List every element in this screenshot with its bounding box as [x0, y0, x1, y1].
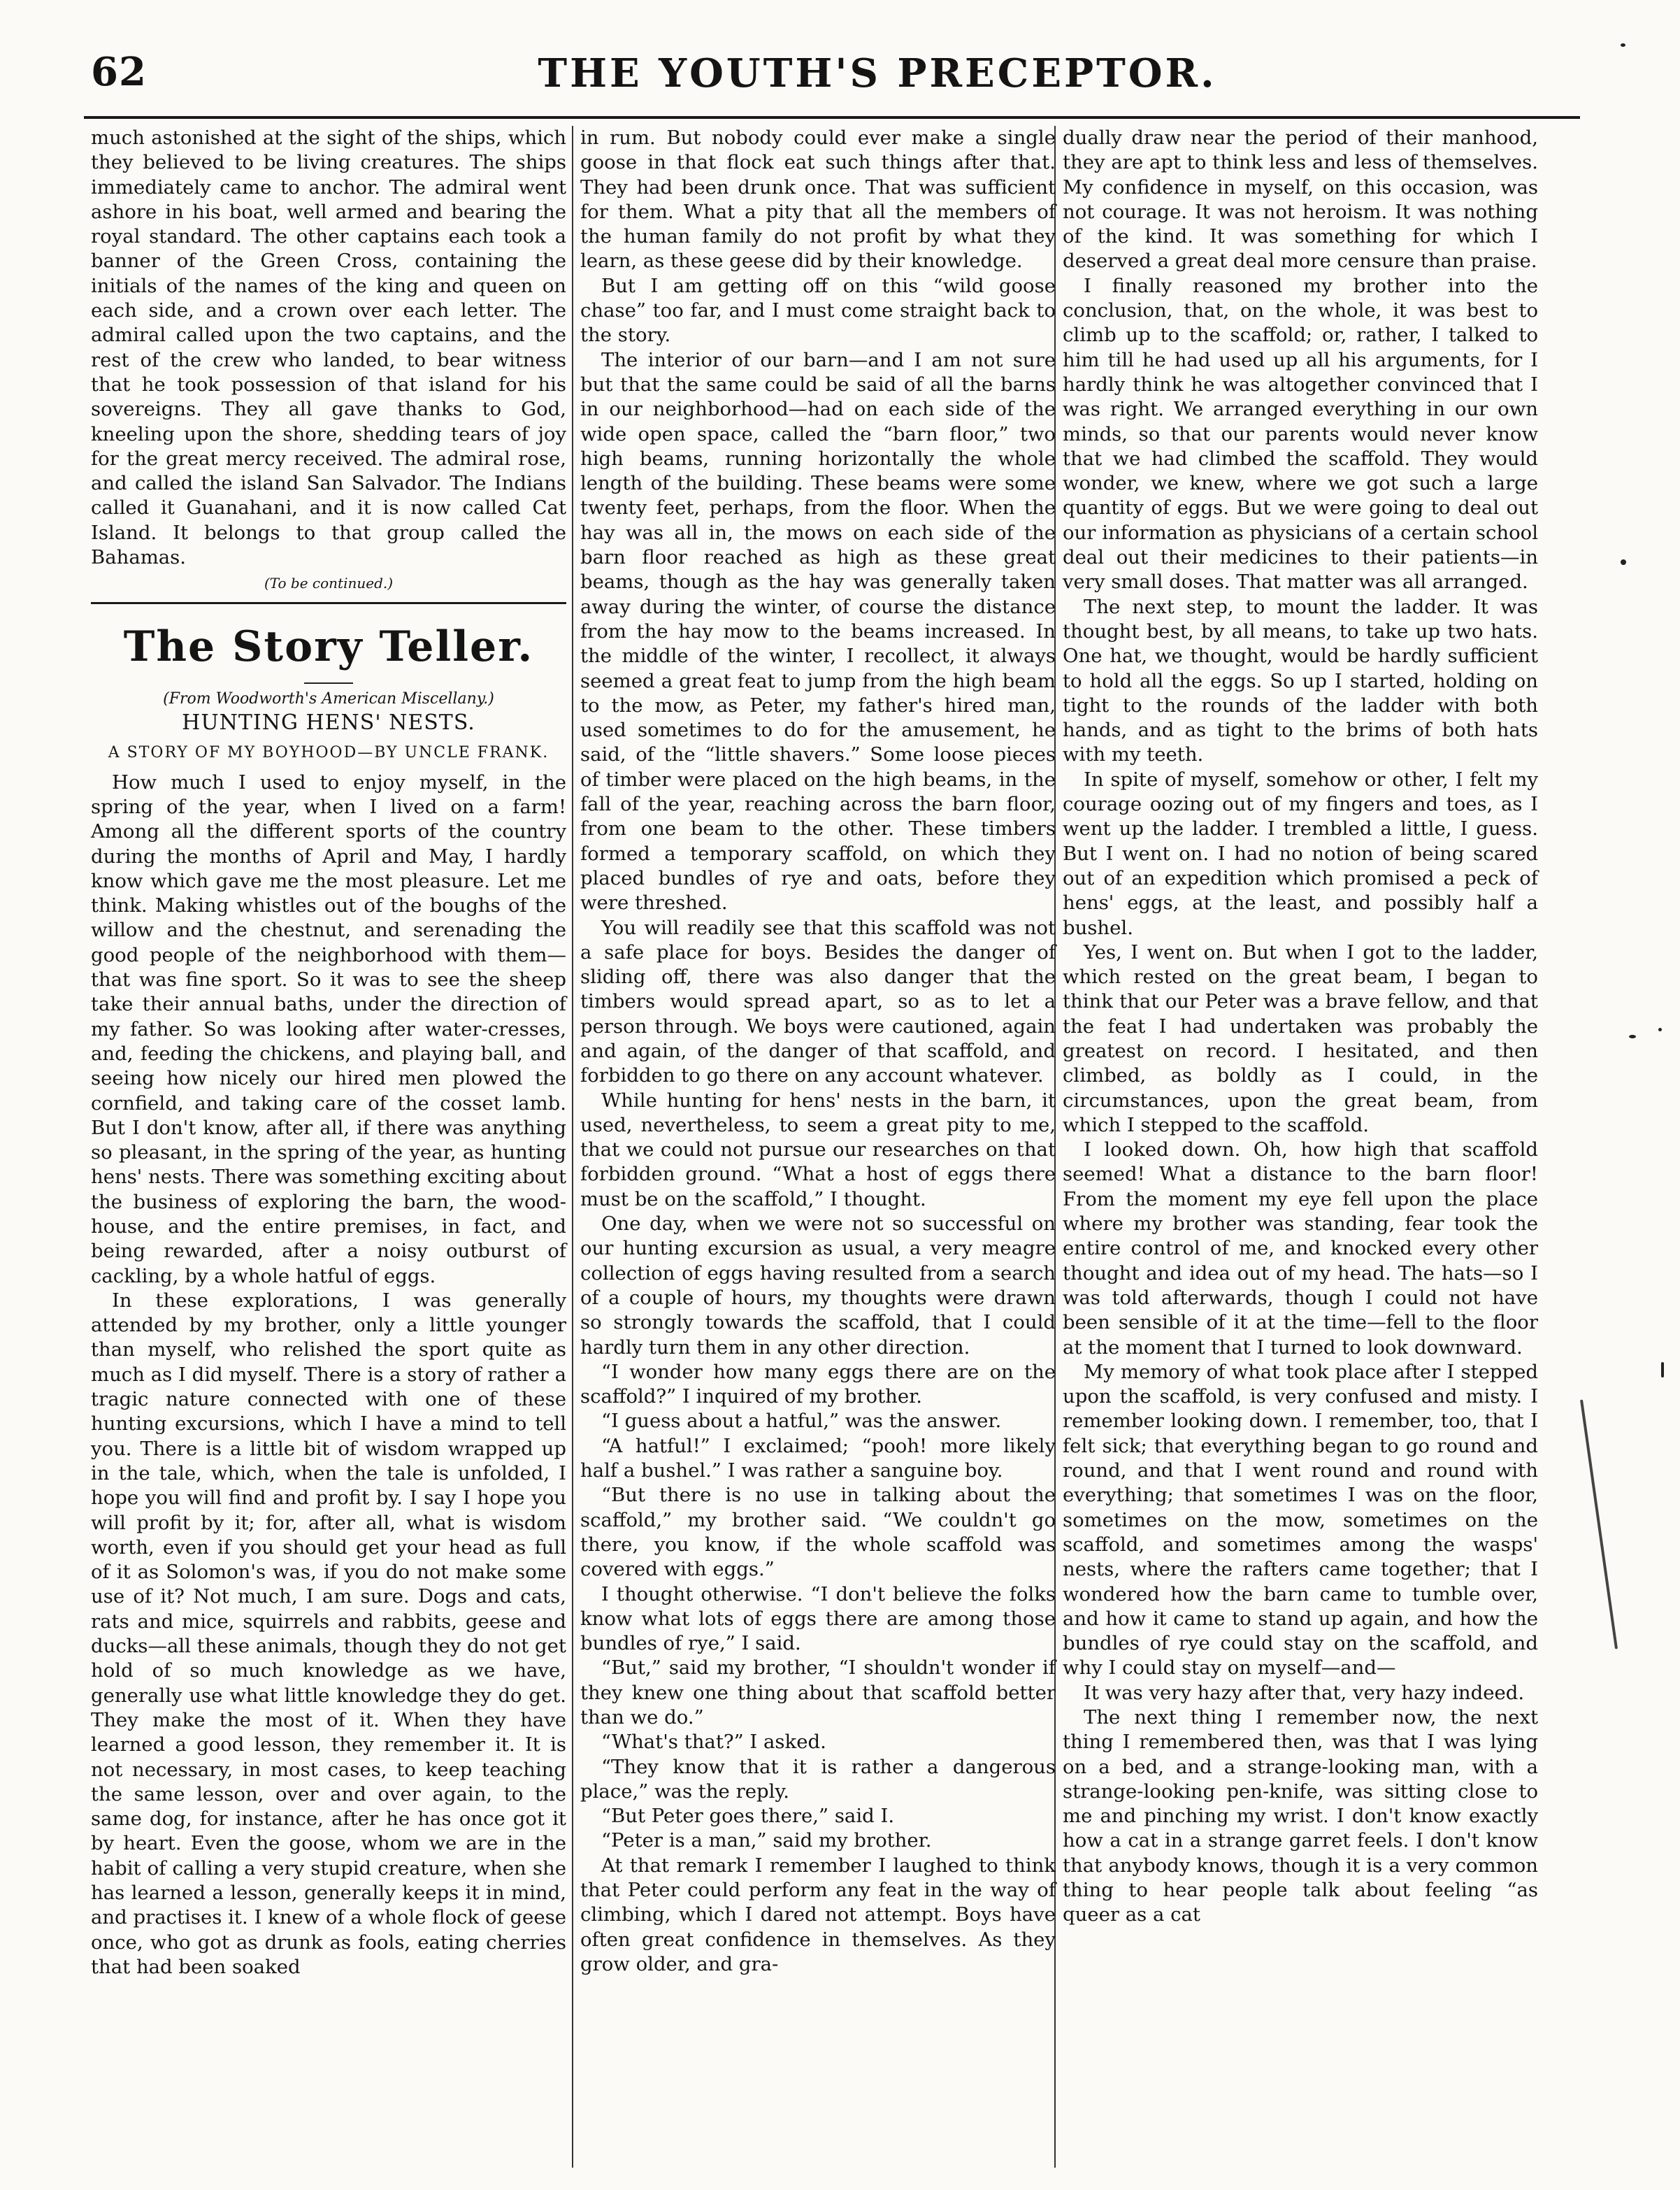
paragraph: dually draw near the period of their manhood, they are apt to think less and less of themselves. My confidence in myself, on this occasion, was not courage. It was not heroism. It was nothing of the kind. It was something for which I deserved a great deal more censure than praise.	[1063, 127, 1538, 273]
story-title: HUNTING HENS' NESTS.	[182, 710, 475, 735]
paragraph: But I am getting off on this “wild goose chase” too far, and I must come straight back to the story.	[580, 274, 1056, 347]
scan-speck	[1621, 559, 1626, 565]
paragraph: How much I used to enjoy myself, in the spring of the year, when I lived on a farm! Among all the different sports of the country during the months of April and May, I hardly know which gave me the most pleasure. Let me think. Making whistles out of the boughs of the willow and the chestnut, and serenading the good people of the neighborhood with them—that was fine sport. So it was to see the sheep take their annual baths, under the direction of my father. So was looking after water-cresses, and, feeding the chickens, and playing ball, and seeing how nicely our hired men plowed the cornfield, and taking care of the cosset lamb. But I don't know, after all, if there was anything so pleasant, in the spring of the year, as hunting hens' nests. There was something exciting about the business of exploring the barn, the wood-house, and the entire premises, in fact, and being rewarded, after a noisy outburst of cackling, by a whole hatful of eggs.	[91, 771, 566, 1287]
paragraph: The interior of our barn—and I am not sure but that the same could be said of all the barns in our neighborhood—had on each side of the wide open space, called the “barn floor,” two high beams, running horizontally the whole length of the building. These beams were some twenty feet, perhaps, from the floor. When the hay was all in, the mows on each side of the barn floor reached as high as these great beams, though as the hay was generally taken away during the winter, of course the distance from the hay mow to the beams increased. In the middle of the winter, I recollect, it always seemed a great feat to jump from the high beam to the mow, as Peter, my father's hired man, used sometimes to do for the amusement, he said, of the “little shavers.” Some loose pieces of timber were placed on the high beams, in the fall of the year, reaching across the barn floor, from one beam to the other. These timbers formed a temporary scaffold, on which they placed bundles of rye and oats, before they were threshed.	[580, 348, 1056, 915]
paragraph: The next step, to mount the ladder. It was thought best, by all means, to take up two hats. One hat, we thought, would be hardly sufficient to hold all the eggs. So up I started, holding on tight to the rounds of the ladder with both hands, and as tight to the brims of both hats with my teeth.	[1063, 595, 1538, 766]
running-title: THE YOUTH'S PRECEPTOR.	[538, 50, 1217, 96]
paragraph: “But there is no use in talking about the scaffold,” my brother said. “We couldn't go there, you know, if the whole scaffold was covered with eggs.”	[580, 1484, 1056, 1581]
story-subtitle: A STORY OF MY BOYHOOD—BY UNCLE FRANK.	[108, 743, 550, 761]
column-2	[580, 126, 1056, 1977]
column-divider	[572, 126, 573, 2168]
paragraph: It was very hazy after that, very hazy indeed.	[1084, 1681, 1525, 1704]
paragraph: “A hatful!” I exclaimed; “pooh! more likely half a bushel.” I was rather a sanguine boy.	[580, 1434, 1056, 1482]
scan-speck	[1629, 1035, 1636, 1038]
source-attribution: (From Woodworth's American Miscellany.)	[163, 689, 494, 708]
section-heading: The Story Teller.	[123, 622, 534, 671]
paragraph: I looked down. Oh, how high that scaffold seemed! What a distance to the barn floor! From the moment my eye fell upon the place where my brother was standing, fear took the entire control of me, and knocked every other thought and idea out of my head. The hats—so I was told afterwards, though I could not have been sensible of it at the time—fell to the floor at the moment that I turned to look downward.	[1063, 1138, 1538, 1359]
paragraph: “I guess about a hatful,” was the answer.	[601, 1410, 1002, 1433]
paragraph: “But Peter goes there,” said I.	[601, 1805, 895, 1828]
ornamental-rule	[304, 682, 353, 684]
paragraph: In these explorations, I was generally attended by my brother, only a little younger than myself, who relished the sport quite as much as I did myself. There is a story of rather a tragic nature connected with one of these hunting excursions, which I have a mind to tell you. There is a little bit of wisdom wrapped up in the tale, which, when the tale is unfolded, I hope you will find and profit by. I say I hope you will profit by it; for, after all, what is wisdom worth, even if you should get your head as full of it as Solomon's was, if you do not make some use of it? Not much, I am sure. Dogs and cats, rats and mice, squirrels and rabbits, geese and ducks—all these animals, though they do not get hold of so much knowledge as we have, generally use what little knowledge they do get. They make the most of it. When they have learned a good lesson, they remember it. It is not necessary, in most cases, to keep teaching the same lesson, over and over again, to the same dog, for instance, after he has once got it by heart. Even the goose, whom we are in the habit of calling a very stupid creature, when she has learned a lesson, generally keeps it in mind, and practises it. I knew of a whole flock of geese once, who got as drunk as fools, eating cherries that had been soaked	[91, 1289, 566, 1978]
page-header	[84, 43, 1580, 106]
paragraph: “They know that it is rather a dangerous place,” was the reply.	[580, 1755, 1056, 1803]
paragraph: At that remark I remember I laughed to think that Peter could perform any feat in the way of climbing, which I dared not attempt. Boys have often great confidence in themselves. As they grow older, and gra-	[580, 1854, 1056, 1975]
to-be-continued-note: (To be continued.)	[264, 575, 394, 592]
scan-speck	[1658, 1028, 1662, 1031]
paragraph: In spite of myself, somehow or other, I felt my courage oozing out of my fingers and toes, as I went up the ladder. I trembled a little, I guess. But I went on. I had no notion of being scared out of an expedition which promised a peck of hens' eggs, at the least, and possibly half a bushel.	[1063, 768, 1538, 939]
paragraph: One day, when we were not so successful on our hunting excursion as usual, a very meagre collection of eggs having resulted from a search of a couple of hours, my thoughts were drawn so strongly towards the scaffold, that I could hardly turn them in any other direction.	[580, 1212, 1056, 1359]
scan-speck	[1661, 1362, 1664, 1377]
paragraph: The next thing I remember now, the next thing I remembered then, was that I was lying on a bed, and a strange-looking man, with a strange-looking pen-knife, was sitting close to me and pinching my wrist. I don't know exactly how a cat in a strange garret feels. I don't know that anybody knows, though it is a very common thing to hear people talk about feeling “as queer as a cat	[1063, 1706, 1538, 1926]
paragraph: “Peter is a man,” said my brother.	[601, 1829, 932, 1852]
paragraph: I finally reasoned my brother into the conclusion, that, on the whole, it was best to climb up to the scaffold; or, rather, I talked to him till he had used up all his arguments, for I hardly think he was altogether convinced that I was right. We arranged everything in our own minds, so that our parents would never know that we had climbed the scaffold. They would wonder, we knew, where we got such a large quantity of eggs. But we were going to deal out our information as physicians of a certain school deal out their medicines to their patients—in very small doses. That matter was all arranged.	[1063, 274, 1538, 594]
scan-speck	[1621, 43, 1625, 47]
page-number: 62	[91, 49, 147, 95]
paragraph: “But,” said my brother, “I shouldn't wonder if they knew one thing about that scaffold better than we do.”	[580, 1656, 1056, 1729]
paragraph: “What's that?” I asked.	[601, 1731, 826, 1754]
paragraph: Yes, I went on. But when I got to the ladder, which rested on the great beam, I began to think that our Peter was a brave fellow, and that the feat I had undertaken was probably the greatest on record. I hesitated, and then climbed, as boldly as I could, in the circumstances, upon the great beam, from which I stepped to the scaffold.	[1063, 940, 1538, 1136]
header-rule	[84, 116, 1580, 119]
paragraph: I thought otherwise. “I don't believe the folks know what lots of eggs there are among those bundles of rye,” I said.	[580, 1582, 1056, 1655]
column-3	[1063, 126, 1538, 1928]
paragraph: While hunting for hens' nests in the barn, it used, nevertheless, to seem a great pity to me, that we could not pursue our researches on that forbidden ground. “What a host of eggs there must be on the scaffold,” I thought.	[580, 1089, 1056, 1210]
columbus-continuation: much astonished at the sight of the ships, which they believed to be living creatures. The ships immediately came to anchor. The admiral went ashore in his boat, well armed and bearing the royal standard. The other captains each took a banner of the Green Cross, containing the initials of the names of the king and queen on each side, and a crown over each letter. The admiral called upon the two captains, and the rest of the crew who landed, to bear witness that he took possession of that island for his sovereigns. They all gave thanks to God, kneeling upon the shore, shedding tears of joy for the great mercy received. The admiral rose, and called the island San Salvador. The Indians called it Guanahani, and it is now called Cat Island. It belongs to that group called the Bahamas.	[91, 127, 566, 569]
paragraph: My memory of what took place after I stepped upon the scaffold, is very confused and misty. I remember looking down. I remember, too, that I felt sick; that everything began to go round and round, and that I went round and round with everything; that sometimes I was on the floor, sometimes on the mow, sometimes on the scaffold, and sometimes among the wasps' nests, where the rafters came together; that I wondered how the barn came to tumble over, and how it came to stand up again, and how the bundles of rye could stay on the scaffold, and why I could stay on myself—and—	[1063, 1360, 1538, 1680]
column-1	[91, 126, 566, 1980]
scan-streak	[1580, 1399, 1618, 1649]
paragraph: in rum. But nobody could ever make a single goose in that flock eat such things after that. They had been drunk once. That was sufficient for them. What a pity that all the members of the human family do not profit by what they learn, as these geese did by their knowledge.	[580, 127, 1056, 273]
paragraph: “I wonder how many eggs there are on the scaffold?” I inquired of my brother.	[580, 1360, 1056, 1408]
section-rule	[91, 602, 566, 604]
paragraph: You will readily see that this scaffold was not a safe place for boys. Besides the danger of sliding off, there was also danger that the timbers would spread apart, so as to let a person through. We boys were cautioned, again and again, of the danger of that scaffold, and forbidden to go there on any account whatever.	[580, 916, 1056, 1087]
